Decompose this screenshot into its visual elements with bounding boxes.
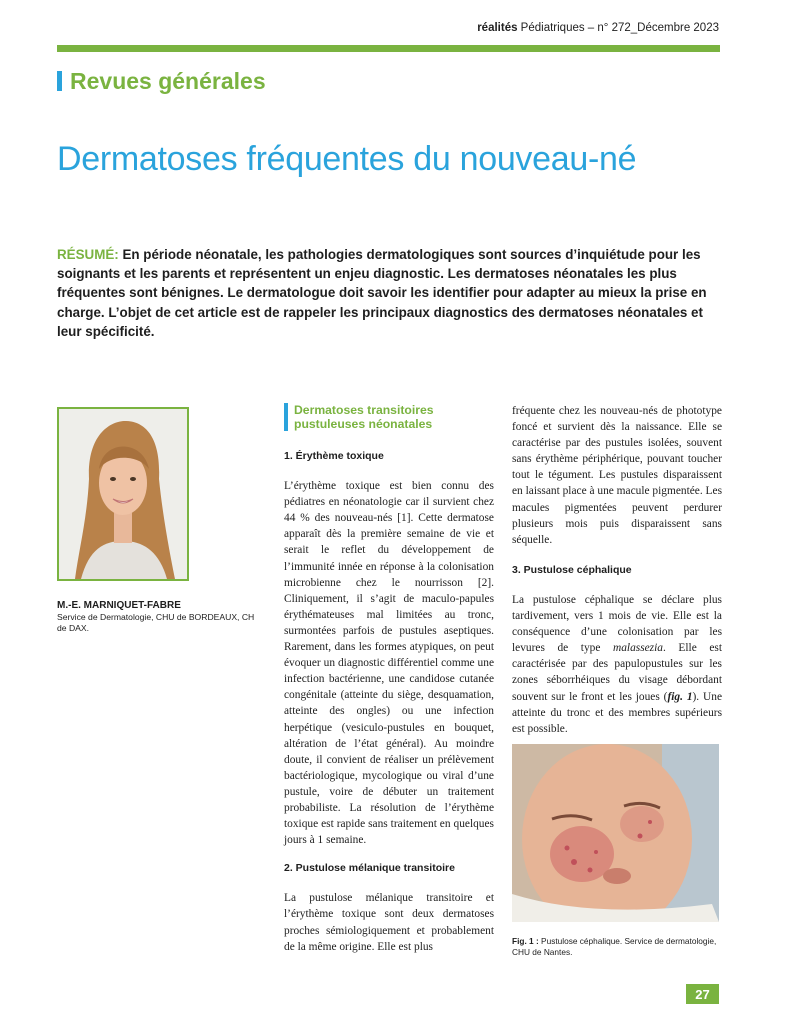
author-name: M.-E. MARNIQUET-FABRE [57,600,181,611]
subsection-heading-line-1: Dermatoses transitoires [294,403,434,417]
text-segment: . Elle est caractérisée par des papulopustules sur les zones séborrhéiques du visage débordant souvent sur le front et les joues ( [512,642,722,703]
italic-term: malassezia [612,642,663,655]
abstract-label: RÉSUMÉ: [57,247,119,262]
journal-brand: réalités [477,22,518,34]
figure-1-caption [512,936,722,958]
subsection-heading [284,403,494,431]
author-portrait-image [59,409,187,579]
text-segment: ). Une atteinte du tronc et des membres supérieurs est possible. [512,690,722,735]
paragraph-pustulose-melanique-cont: fréquente chez les nouveau-nés de phototype foncé et survient dès la naissance. Elle se caractérise par des pustules isolées, souvent sans érythème périphérique, pouvant toucher tout le tégument. Les pustules disparaissent en laissant place à une macule pigmentée. Les macules pigmentées peuvent perdurer plusieurs mois puis disparaissent sans séquelle. [512,405,723,546]
column-2 [512,403,722,737]
author-affiliation: Service de Dermatologie, CHU de BORDEAUX, CH de DAX. [57,612,255,633]
figure-label: Fig. 1 : [512,936,539,946]
author-photo [57,407,189,581]
section-marker [57,71,62,91]
heading-pustulose-cephalique: 3. Pustulose céphalique [512,563,632,576]
text-segment: La pustulose céphalique se déclare plus tardivement, vers 1 mois de vie. Elle est la conséquence d’une colonisation par les levures de type [512,593,722,655]
section-label-text: Revues générales [70,67,266,94]
abstract-text: En période néonatale, les pathologies dermatologiques sont sources d’inquiétude pour les soignants et les parents et représentent un enjeu diagnostic. Les dermatoses néonatales les plus fréquentes sont bénignes. Le dermatologue doit savoir les identifier pour adapter au mieux la prise en charge. L’objet de cet article est de rappeler les principaux diagnostics des dermatoses néonatales et leur spécificité. [57,247,707,339]
figure-caption-text: Pustulose céphalique. Service de dermatologie, CHU de Nantes. [512,936,717,957]
figure-1-image [512,744,719,922]
paragraph-erytheme-toxique: L’érythème toxique est bien connu des pédiatres en néonatologie car il survient chez 44 % des nouveau-nés [1]. Cette dermatose apparaît dès la première semaine de vie et serait le reflet du développement de l’immunité innée en réponse à la colonisation microbienne chez le nourrisson [2]. Cliniquement, il s’agit de maculo-papules érythémateuses mal limitées au tronc, surmontées parfois de pustules aseptiques. Rarement, dans les formes atypiques, on peut évoquer un diagnostic différentiel comme une infection bactérienne, une candidose cutanée congénitale (atteinte du siège, desquamation, atteinte des ongles) ou une infection herpétique (vesiculo-pustules en bouquet, altération de l’état général). Au moindre doute, il convient de réaliser un prélèvement bactériologique, mycologique ou viral d’une pustule, voire de débuter un traitement probabiliste. La résolution de l’érythème toxique est rapide sans traitement en quelques jours à 1 semaine. [284,480,494,847]
paragraph-pustulose-cephalique [512,592,722,737]
running-header [0,22,719,34]
journal-issue: Pédiatriques – n° 272_Décembre 2023 [517,22,719,34]
figure-reference: fig. 1 [667,690,693,703]
article-title: Dermatoses fréquentes du nouveau-né [57,140,637,178]
paragraph-pustulose-melanique: La pustulose mélanique transitoire et l’érythème toxique sont deux dermatoses proches sémiologiquement et probablement de la même origine. Elle est plus [284,892,494,953]
header-rule [57,45,720,52]
section-label [57,67,266,95]
subsection-marker [284,403,288,431]
heading-pustulose-melanique: 2. Pustulose mélanique transitoire [284,862,455,875]
subsection-heading-text [294,403,434,431]
heading-erytheme-toxique: 1. Érythème toxique [284,450,384,462]
subsection-heading-line-2: pustuleuses néonatales [294,417,433,431]
infant-face-photo [512,744,719,922]
abstract [57,245,722,341]
column-1 [284,403,494,955]
page-number: 27 [686,984,719,1004]
